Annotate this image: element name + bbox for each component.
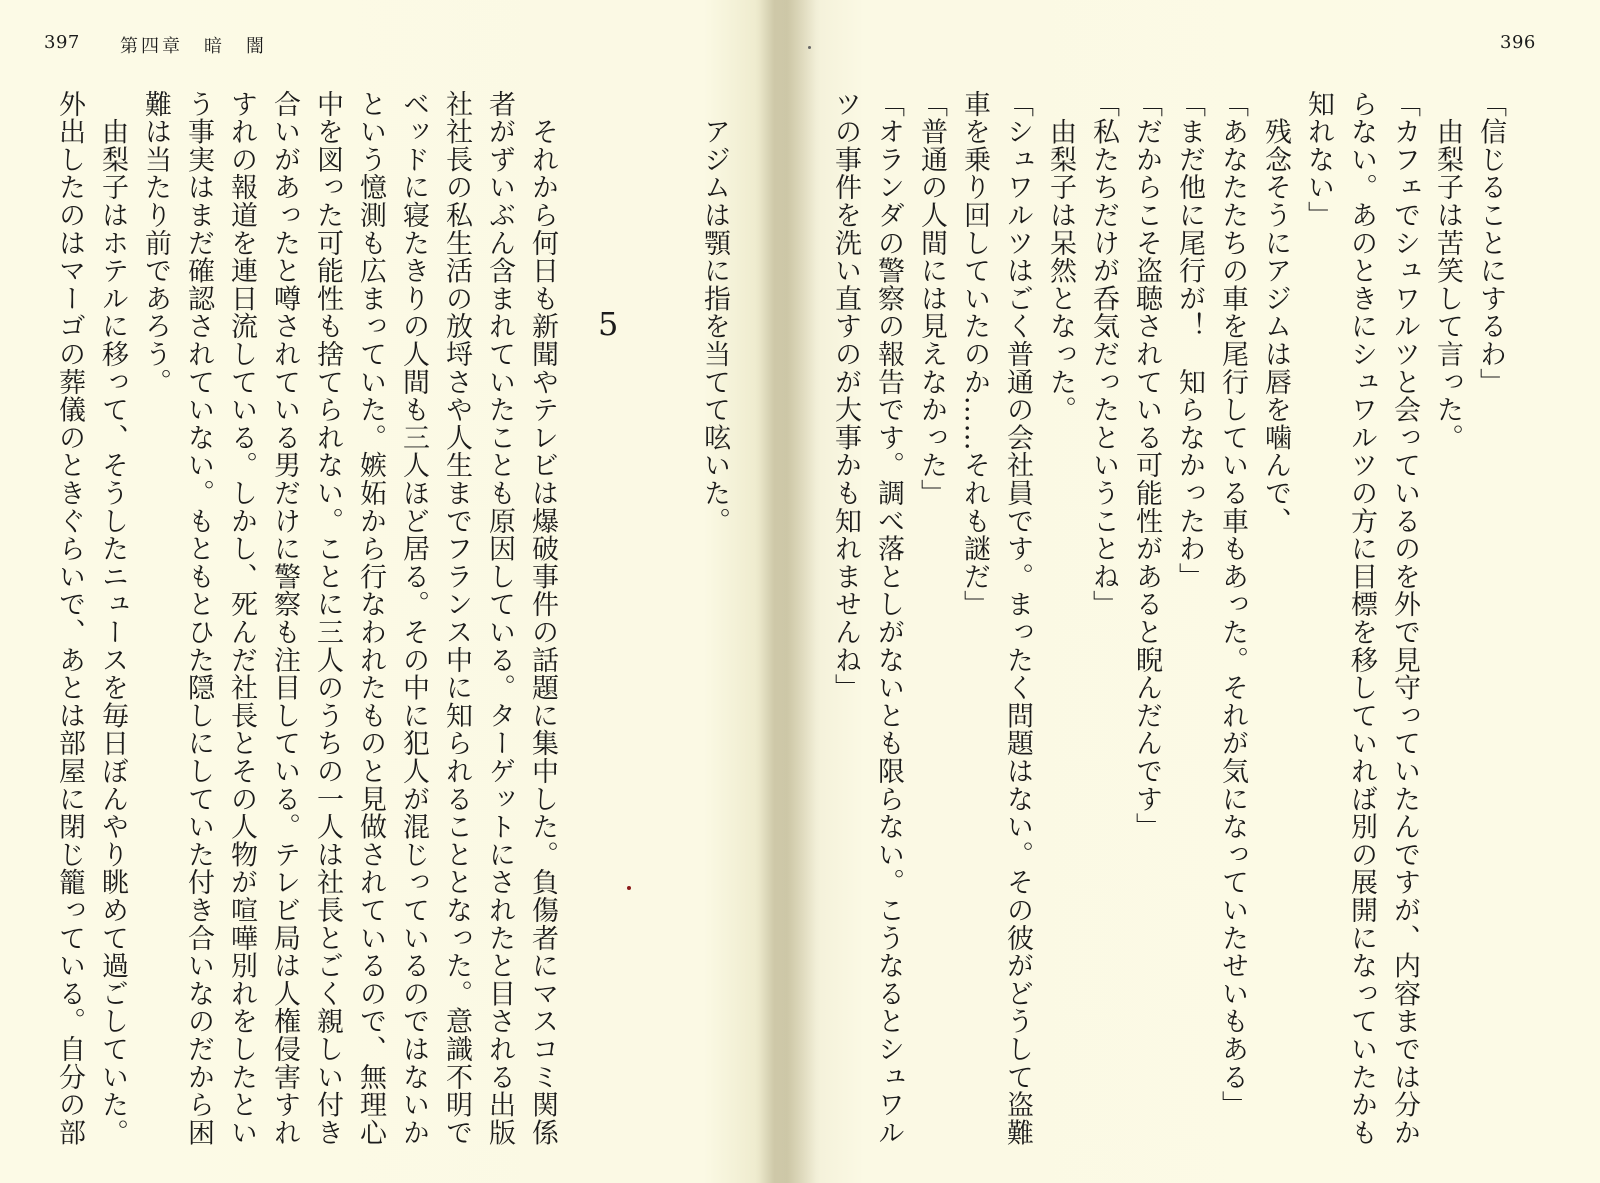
left-page-line: ベッドに寝たきりの人間も三人ほど居る。その中に犯人が混じっているのではないか bbox=[398, 90, 429, 1147]
ink-speck bbox=[808, 46, 811, 49]
right-page-line: 残念そうにアジムは唇を噛んで、 bbox=[1260, 90, 1291, 535]
left-page-line: 合いがあったと噂されている男だけに警察も注目している。テレビ局は人権侵害すれ bbox=[269, 90, 300, 1147]
left-page-line: う事実はまだ確認されていない。もともとひた隠しにしていた付き合いなのだから困 bbox=[183, 90, 214, 1147]
right-page-line: 「まだ他に尾行が！ 知らなかったわ」 bbox=[1174, 90, 1205, 591]
right-page-line: 「シュワルツはごく普通の会社員です。まったく問題はない。その彼がどうして盗難 bbox=[1002, 90, 1033, 1147]
right-page-line: らない。あのときにシュワルツの方に目標を移していれば別の展開になっていたかも bbox=[1346, 90, 1377, 1147]
left-page-line: 由梨子はホテルに移って、そうしたニュースを毎日ぼんやり眺めて過ごしていた。 bbox=[97, 90, 128, 1147]
right-page-line: 「あなたたちの車を尾行している車もあった。それが気になっていたせいもある」 bbox=[1217, 90, 1248, 1119]
left-page-line: 社社長の私生活の放埒さや人生までフランス中に知られることとなった。意識不明で bbox=[441, 90, 472, 1147]
right-page-line: 「カフェでシュワルツと会っているのを外で見守っていたんですが、内容までは分か bbox=[1389, 90, 1420, 1147]
right-page-number: 396 bbox=[1500, 32, 1536, 53]
section-number: 5 bbox=[598, 305, 619, 343]
right-page-line: 「普通の人間には見えなかった」 bbox=[916, 90, 947, 507]
right-page-line: 由梨子は呆然となった。 bbox=[1045, 90, 1076, 424]
left-page-line: 中を図った可能性も捨てられない。ことに三人のうちの一人は社長とごく親しい付き bbox=[312, 90, 343, 1147]
left-page-line: 者がずいぶん含まれていたことも原因している。ターゲットにされたと目される出版 bbox=[484, 90, 515, 1147]
left-page-line: 外出したのはマーゴの葬儀のときぐらいで、あとは部屋に閉じ籠っている。自分の部 bbox=[54, 90, 85, 1147]
right-page-line: 知れない」 bbox=[1303, 90, 1334, 229]
left-page-line: それから何日も新聞やテレビは爆破事件の話題に集中した。負傷者にマスコミ関係 bbox=[527, 90, 558, 1147]
left-page-line: すれの報道を連日流している。しかし、死んだ社長とその人物が喧嘩別れをしたとい bbox=[226, 90, 257, 1147]
running-head: 第四章 暗 闇 bbox=[120, 36, 267, 57]
right-page-line: 「私たちだけが呑気だったということね」 bbox=[1088, 90, 1119, 619]
left-page-number: 397 bbox=[44, 32, 80, 53]
right-page-line: ツの事件を洗い直すのが大事かも知れませんね」 bbox=[830, 90, 861, 702]
book-gutter bbox=[760, 0, 820, 1183]
right-page-line: 「信じることにするわ」 bbox=[1475, 90, 1506, 396]
left-page-line: アジムは顎に指を当てて呟いた。 bbox=[699, 90, 730, 535]
left-page-line: 難は当たり前であろう。 bbox=[140, 90, 171, 396]
left-page-line: という憶測も広まっていた。嫉妬から行なわれたものと見做されているので、無理心 bbox=[355, 90, 386, 1147]
ink-speck bbox=[627, 886, 631, 890]
right-page-line: 「だからこそ盗聴されている可能性があると睨んだんです」 bbox=[1131, 90, 1162, 841]
right-page-line: 「オランダの警察の報告です。調べ落としがないとも限らない。こうなるとシュワル bbox=[873, 90, 904, 1147]
right-page-line: 車を乗り回していたのか……それも謎だ」 bbox=[959, 90, 990, 619]
right-page-line: 由梨子は苦笑して言った。 bbox=[1432, 90, 1463, 452]
